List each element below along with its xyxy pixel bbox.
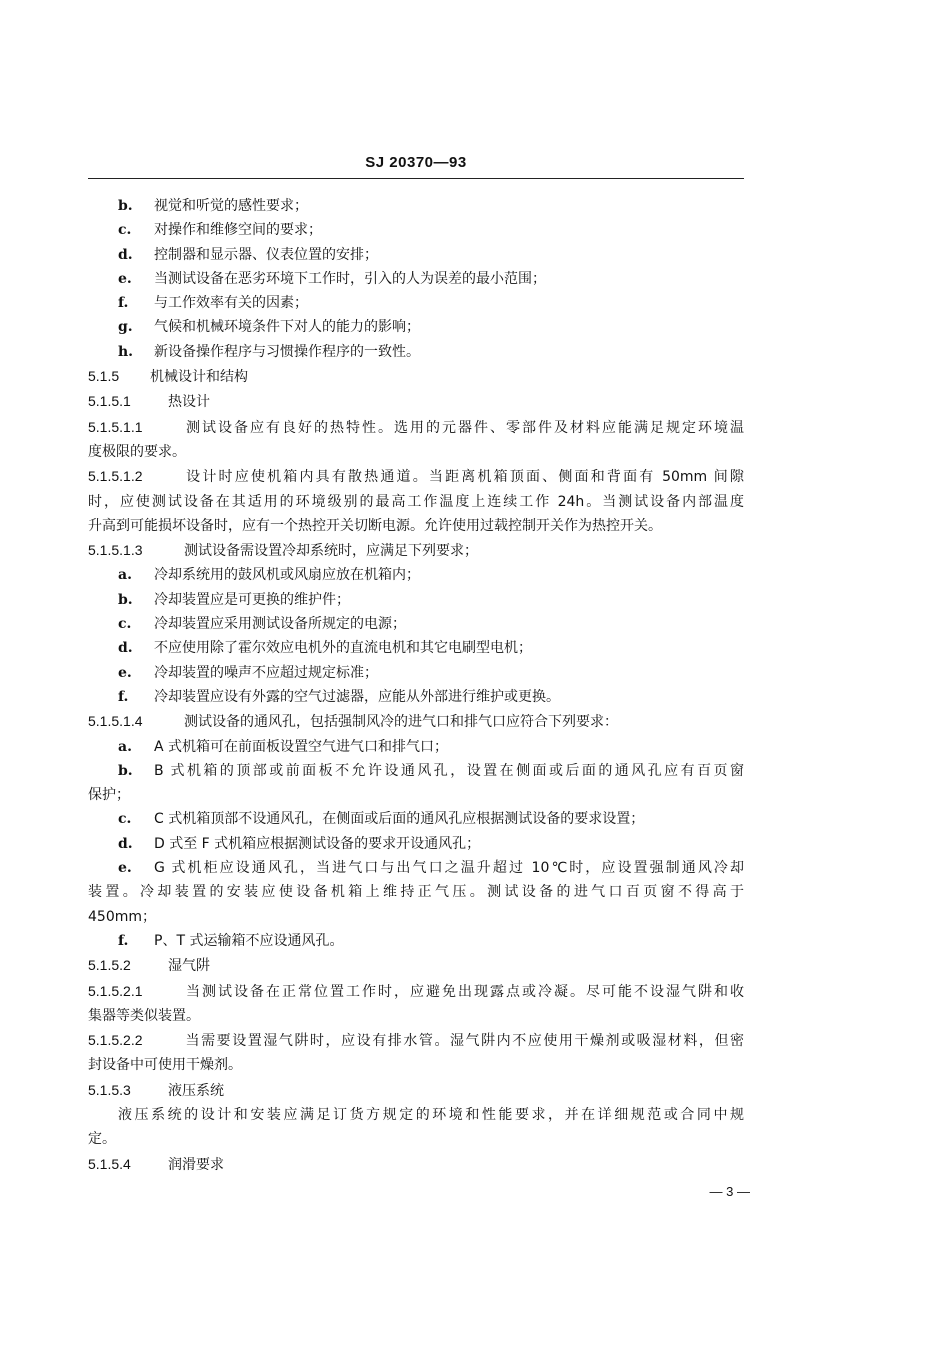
list-item: d. 控制器和显示器、仪表位置的安排； xyxy=(118,246,378,263)
list-item: b. 冷却装置应是可更换的维护件； xyxy=(118,591,350,608)
paragraph-line: 5.1.5.2.1 当测试设备在正常位置工作时，应避免出现露点或冷凝。尽可能不设湿气阱和收 xyxy=(88,982,744,1000)
list-item-continuation: 450mm； xyxy=(88,908,156,925)
paragraph-line: 5.1.5.1.2 设计时应使机箱内具有散热通道。当距离机箱顶面、侧面和背面有 50mm 间隙 xyxy=(88,468,744,486)
paragraph-line: 集器等类似装置。 xyxy=(88,1007,200,1024)
section-heading: 5.1.5.4 润滑要求 xyxy=(88,1155,224,1173)
list-item-continuation: 保护； xyxy=(88,787,130,804)
list-item: h. 新设备操作程序与习惯操作程序的一致性。 xyxy=(118,343,420,360)
list-item: c. 对操作和维修空间的要求； xyxy=(118,222,322,239)
list-item-continuation: 装置。冷却装置的安装应使设备机箱上维持正气压。测试设备的进气口百页窗不得高于 xyxy=(88,884,744,901)
list-item: a. A 式机箱可在前面板设置空气进气口和排气口； xyxy=(118,738,449,755)
paragraph-line: 5.1.5.1.3 测试设备需设置冷却系统时，应满足下列要求； xyxy=(88,542,478,560)
document-header: SJ 20370—93 xyxy=(365,154,467,171)
list-item: e. 当测试设备在恶劣环境下工作时，引入的人为误差的最小范围； xyxy=(118,270,546,287)
list-item: e. 冷却装置的噪声不应超过规定标准； xyxy=(118,664,378,681)
list-item: f. 与工作效率有关的因素； xyxy=(118,295,308,312)
section-heading: 5.1.5.3 液压系统 xyxy=(88,1081,224,1099)
list-item: f. P、T 式运输箱不应设通风孔。 xyxy=(118,932,344,949)
list-item: b. 视觉和听觉的感性要求； xyxy=(118,198,308,214)
paragraph-line: 5.1.5.2.2 当需要设置湿气阱时，应设有排水管。湿气阱内不应使用干燥剂或吸湿材料，但密 xyxy=(88,1032,744,1050)
header-rule xyxy=(88,178,744,179)
paragraph-line: 5.1.5.1.4 测试设备的通风孔，包括强制风冷的进气口和排气口应符合下列要求： xyxy=(88,713,618,731)
section-heading: 5.1.5 机械设计和结构 xyxy=(88,368,248,386)
paragraph-line: 封设备中可使用干燥剂。 xyxy=(88,1057,242,1074)
paragraph-line: 升高到可能损坏设备时，应有一个热控开关切断电源。允许使用过载控制开关作为热控开关。 xyxy=(88,517,662,534)
list-item: d. D 式至 F 式机箱应根据测试设备的要求开设通风孔； xyxy=(118,835,481,852)
list-item: d. 不应使用除了霍尔效应电机外的直流电机和其它电刷型电机； xyxy=(118,640,532,657)
paragraph-line: 5.1.5.1.1 测试设备应有良好的热特性。选用的元器件、零部件及材料应能满足规定环境温 xyxy=(88,418,744,436)
page-number: — 3 — xyxy=(709,1184,750,1199)
list-item: c. 冷却装置应采用测试设备所规定的电源； xyxy=(118,616,406,633)
paragraph-line: 液压系统的设计和安装应满足订货方规定的环境和性能要求，并在详细规范或合同中规 xyxy=(118,1106,744,1123)
list-item: f. 冷却装置应设有外露的空气过滤器，应能从外部进行维护或更换。 xyxy=(118,688,560,705)
list-item: c. C 式机箱顶部不设通风孔，在侧面或后面的通风孔应根据测试设备的要求设置； xyxy=(118,811,645,828)
list-item: e. G 式机柜应设通风孔，当进气口与出气口之温升超过 10℃时，应设置强制通风冷却 xyxy=(118,860,744,877)
paragraph-line: 时，应使测试设备在其适用的环境级别的最高工作温度上连续工作 24h。当测试设备内部温度 xyxy=(88,493,744,510)
list-item: b. B 式机箱的顶部或前面板不允许设通风孔，设置在侧面或后面的通风孔应有百页窗 xyxy=(118,762,744,779)
section-heading: 5.1.5.1 热设计 xyxy=(88,393,210,411)
section-heading: 5.1.5.2 湿气阱 xyxy=(88,957,210,975)
paragraph-line: 定。 xyxy=(88,1131,116,1148)
list-item: g. 气候和机械环境条件下对人的能力的影响； xyxy=(118,319,420,336)
document-body xyxy=(88,194,744,1177)
paragraph-line: 度极限的要求。 xyxy=(88,443,186,460)
list-item: a. 冷却系统用的鼓风机或风扇应放在机箱内； xyxy=(118,567,420,584)
